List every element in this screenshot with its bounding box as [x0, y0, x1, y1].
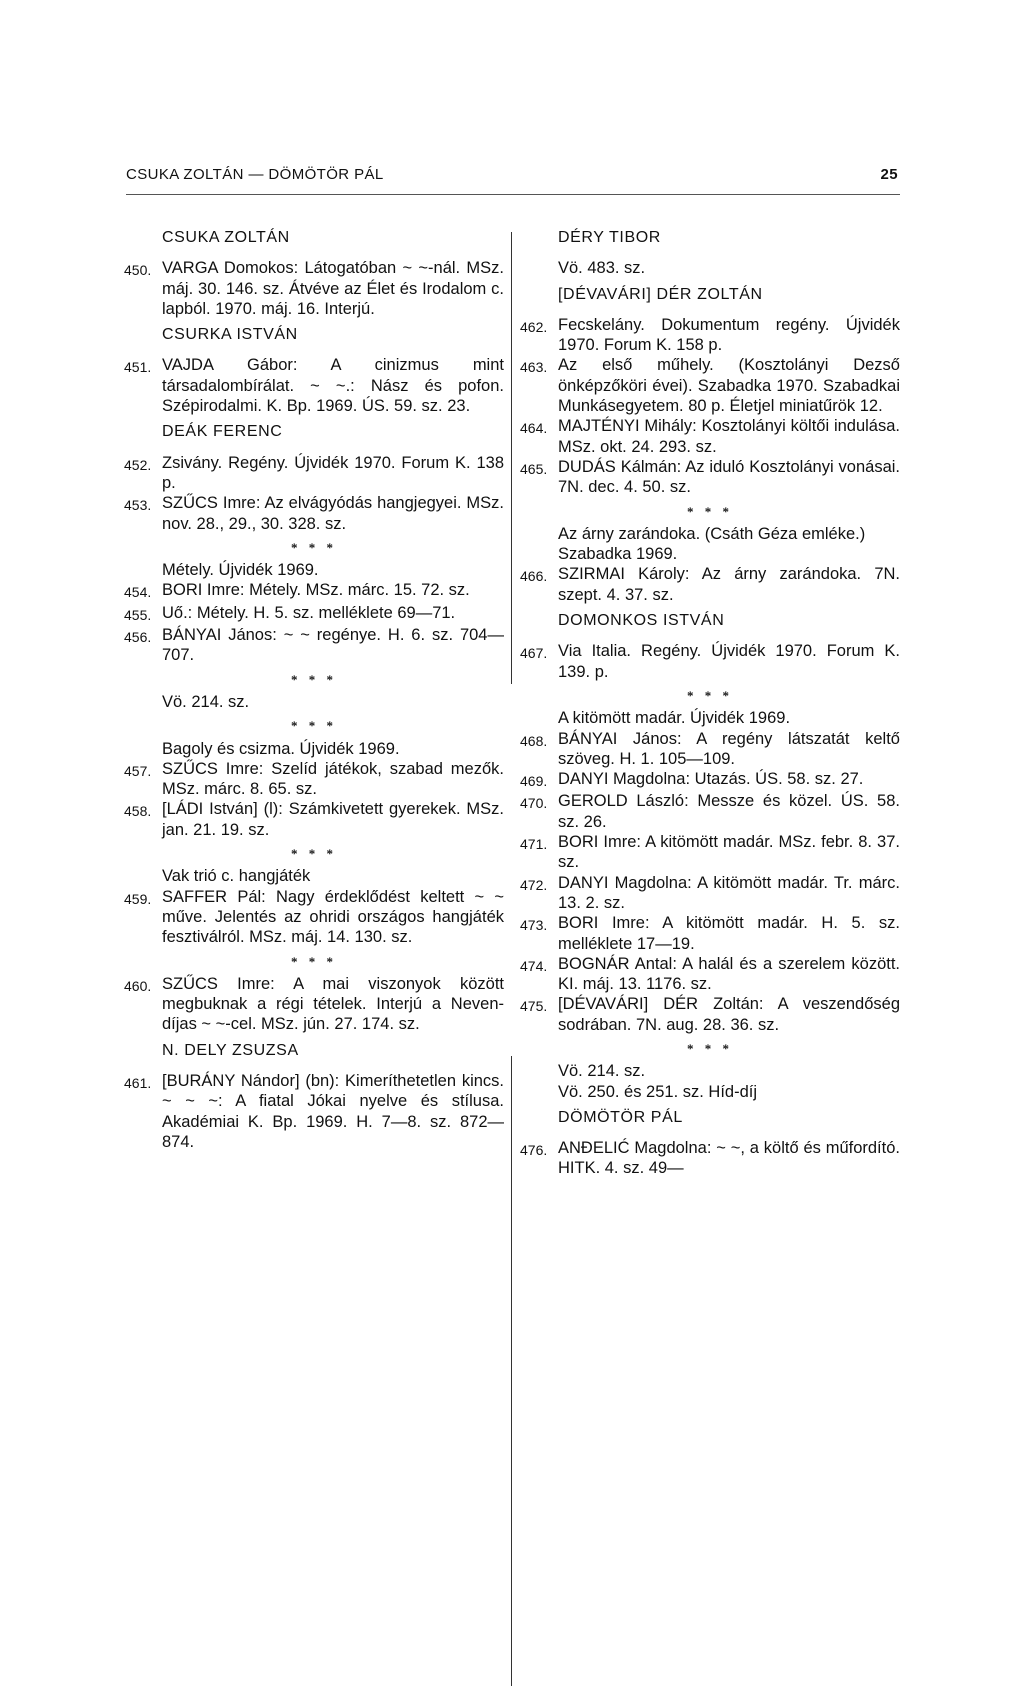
bibliography-entry [520, 641, 900, 682]
entry-number: 472. [520, 876, 548, 893]
right-column [520, 222, 900, 1179]
entry-text: SZŰCS Imre: Szelíd játékok, szabad mezők. MSz. márc. 8. 65. sz. [162, 759, 504, 799]
entry-text: VAJDA Gábor: A cinizmus mint társadalombírálat. ~ ~.: Nász és pofon. Szépirodalmi. K. Bp. 1969. ÚS. 59. sz. 23. [162, 356, 504, 416]
bibliography-entry [124, 258, 504, 319]
author-heading: DEÁK FERENC [162, 423, 283, 441]
entry-text: BÁNYAI János: A regény látszatát keltő szöveg. H. 1. 105—109. [558, 729, 900, 768]
author-heading: DÖMÖTÖR PÁL [558, 1108, 683, 1126]
entry-number: 456. [124, 629, 152, 646]
entry-text: DANYI Magdolna: Utazás. ÚS. 58. sz. 27. [558, 770, 864, 789]
entry-number: 455. [124, 606, 152, 623]
work-title-line: Vak trió c. hangjáték [162, 867, 311, 886]
column-divider [511, 1056, 512, 1686]
entry-text: MAJTÉNYI Mihály: Kosztolányi költői indulása. MSz. okt. 24. 293. sz. [558, 417, 900, 456]
entry-number: 452. [124, 456, 152, 473]
bibliography-entry [520, 832, 900, 873]
bibliography-entry [124, 355, 504, 416]
bibliography-entry [520, 913, 900, 954]
entry-number: 473. [520, 917, 548, 934]
author-heading: N. DELY ZSUZSA [162, 1041, 299, 1059]
bibliography-entry [520, 355, 900, 416]
entry-number: 474. [520, 957, 548, 974]
bibliography-entry [124, 1071, 504, 1152]
bibliography-entry [520, 564, 900, 605]
entry-number: 467. [520, 645, 548, 662]
entry-number: 466. [520, 568, 548, 585]
author-heading: DÉRY TIBOR [558, 229, 661, 246]
author-heading: CSUKA ZOLTÁN [162, 229, 290, 246]
column-divider [511, 232, 512, 684]
entry-text: GEROLD László: Messze és közel. ÚS. 58. sz. 26. [558, 792, 900, 831]
bibliography-entry [520, 457, 900, 498]
entry-number: 453. [124, 497, 152, 514]
bibliography-entry [124, 603, 504, 625]
entry-text: DANYI Magdolna: A kitömött madár. Tr. márc. 13. 2. sz. [558, 873, 900, 912]
entry-number: 458. [124, 803, 152, 820]
page-number: 25 [880, 166, 898, 183]
section-separator: * * * [687, 687, 733, 703]
entry-text: BOGNÁR Antal: A halál és a szerelem között. KI. máj. 13. 1176. sz. [558, 954, 900, 994]
work-title-line: Métely. Újvidék 1969. [162, 561, 319, 580]
bibliography-entry [124, 453, 504, 494]
entry-text: BORI Imre: Métely. MSz. márc. 15. 72. sz. [162, 581, 470, 600]
entry-text: Uő.: Métely. H. 5. sz. melléklete 69—71. [162, 603, 456, 622]
bibliography-entry [520, 729, 900, 770]
entry-number: 476. [520, 1142, 548, 1159]
bibliography-entry [124, 799, 504, 840]
entry-number: 450. [124, 262, 152, 279]
entry-number: 461. [124, 1074, 152, 1091]
entry-number: 457. [124, 762, 152, 779]
running-head [126, 166, 898, 190]
entry-text: Fecskelány. Dokumentum regény. Újvidék 1970. Forum K. 158 p. [558, 315, 900, 355]
bibliography-entry [520, 315, 900, 356]
bibliography-entry [520, 954, 900, 995]
entry-text: Zsivány. Regény. Újvidék 1970. Forum K. 138 p. [162, 453, 504, 492]
entry-number: 464. [520, 420, 548, 437]
entry-number: 469. [520, 773, 548, 790]
bibliography-entry [520, 873, 900, 914]
left-column [124, 222, 504, 1152]
bibliography-entry [124, 580, 504, 602]
entry-text: [LÁDI István] (l): Számkivetett gyerekek. MSz. jan. 21. 19. sz. [162, 800, 504, 839]
bibliography-entry [520, 769, 900, 791]
entry-text: [DÉVAVÁRI] DÉR Zoltán: A veszendőség sodrában. 7N. aug. 28. 36. sz. [558, 995, 900, 1034]
section-separator: * * * [291, 539, 337, 555]
entry-number: 468. [520, 732, 548, 749]
bibliography-entry [124, 759, 504, 800]
bibliography-entry [520, 994, 900, 1035]
bibliography-entry [124, 974, 504, 1035]
entry-number: 460. [124, 977, 152, 994]
author-heading: [DÉVAVÁRI] DÉR ZOLTÁN [558, 285, 763, 303]
bibliography-entry [124, 887, 504, 948]
entry-number: 470. [520, 795, 548, 812]
entry-text: SAFFER Pál: Nagy érdeklődést keltett ~ ~ műve. Jelentés az ohridi országos hangjáték fesztiválról. MSz. máj. 14. 130. sz. [162, 887, 504, 947]
bibliography-entry [520, 416, 900, 457]
entry-text: VARGA Domokos: Látogatóban ~ ~-nál. MSz. máj. 30. 146. sz. Átvéve az Élet és Irodalom c. lapból. 1970. máj. 16. Interjú. [162, 259, 504, 318]
entry-number: 465. [520, 460, 548, 477]
entry-number: 475. [520, 998, 548, 1015]
entry-number: 463. [520, 359, 548, 376]
entry-number: 471. [520, 836, 548, 853]
entry-text: DUDÁS Kálmán: Az iduló Kosztolányi vonásai. 7N. dec. 4. 50. sz. [558, 457, 900, 497]
work-title-line: A kitömött madár. Újvidék 1969. [558, 709, 791, 728]
header-rule [126, 194, 900, 195]
work-title-line: Vö. 214. sz. [162, 692, 250, 711]
section-separator: * * * [687, 1040, 733, 1056]
section-separator: * * * [291, 671, 337, 687]
work-title-line: Bagoly és csizma. Újvidék 1969. [162, 739, 400, 758]
section-separator: * * * [687, 503, 733, 519]
work-title-line: Vö. 214. sz. [558, 1062, 646, 1081]
work-title-line: Vö. 483. sz. [558, 259, 646, 278]
author-heading: DOMONKOS ISTVÁN [558, 612, 725, 630]
entry-text: SZIRMAI Károly: Az árny zarándoka. 7N. szept. 4. 37. sz. [558, 565, 900, 604]
entry-text: BORI Imre: A kitömött madár. MSz. febr. 8. 37. sz. [558, 833, 900, 872]
bibliography-entry [520, 791, 900, 832]
work-title-line: Vö. 250. és 251. sz. Híd-díj [558, 1082, 758, 1101]
author-heading: CSURKA ISTVÁN [162, 326, 298, 344]
section-separator: * * * [291, 953, 337, 969]
entry-text: ANĐELIĆ Magdolna: ~ ~, a költő és műfordító. HITK. 4. sz. 49— [558, 1139, 900, 1178]
work-title-line: Az árny zarándoka. (Csáth Géza emléke.) Szabadka 1969. [558, 524, 866, 564]
entry-number: 451. [124, 359, 152, 376]
bibliography-entry [124, 493, 504, 534]
bibliography-entry [124, 625, 504, 666]
entry-text: BORI Imre: A kitömött madár. H. 5. sz. melléklete 17—19. [558, 914, 900, 953]
running-head-authors: CSUKA ZOLTÁN — DÖMÖTÖR PÁL [126, 166, 384, 183]
entry-text: Az első műhely. (Kosztolányi Dezső önképzőköri évei). Szabadka 1970. Szabadkai Munkásegyetem. 80 p. Életjel miniatűrök 12. [558, 356, 900, 416]
entry-text: SZŰCS Imre: Az elvágyódás hangjegyei. MSz. nov. 28., 29., 30. 328. sz. [162, 494, 504, 533]
entry-text: SZŰCS Imre: A mai viszonyok között megbuknak a régi tételek. Interjú a Neven-díjas ~ ~-cel. MSz. jún. 27. 174. sz. [162, 974, 504, 1034]
entry-text: BÁNYAI János: ~ ~ regénye. H. 6. sz. 704—707. [162, 626, 504, 665]
section-separator: * * * [291, 846, 337, 862]
entry-number: 459. [124, 890, 152, 907]
section-separator: * * * [291, 718, 337, 734]
bibliography-entry [520, 1138, 900, 1179]
entry-text: Via Italia. Regény. Újvidék 1970. Forum K. 139. p. [558, 642, 900, 681]
entry-number: 454. [124, 584, 152, 601]
entry-number: 462. [520, 318, 548, 335]
entry-text: [BURÁNY Nándor] (bn): Kimeríthetetlen kincs. ~ ~ ~: A fiatal Jókai nyelve és stílusa. Akadémiai K. Bp. 1969. H. 7—8. sz. 872—874. [162, 1071, 504, 1151]
